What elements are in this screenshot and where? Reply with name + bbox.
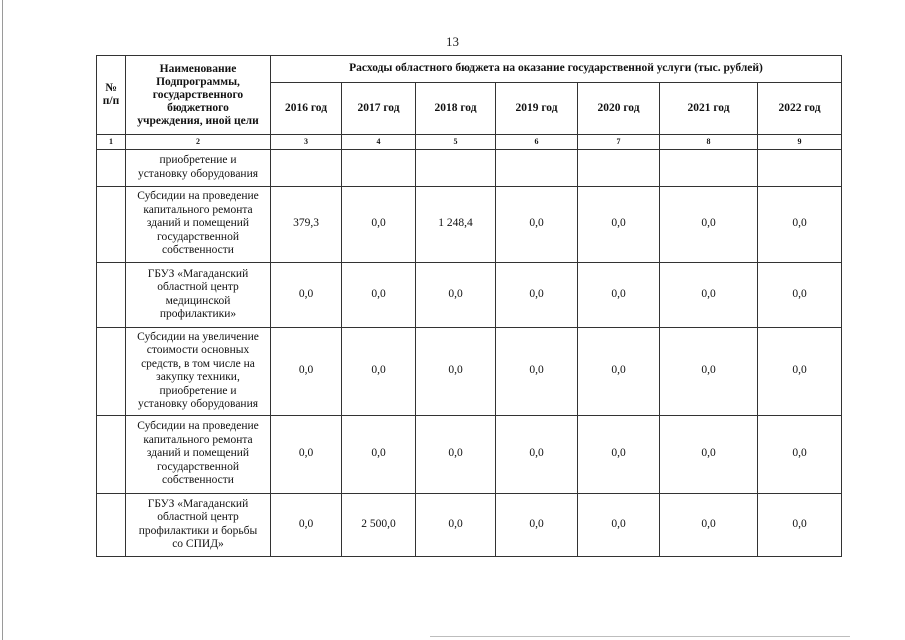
header-year: 2017 год bbox=[342, 83, 416, 135]
page-number: 13 bbox=[446, 34, 459, 49]
value-cell: 1 248,4 bbox=[416, 186, 496, 262]
value-cell: 0,0 bbox=[758, 415, 842, 493]
value-cell bbox=[416, 149, 496, 186]
header-year: 2020 год bbox=[578, 83, 660, 135]
header-name: Наименование Подпрограммы, государственного бюджетного учреждения, иной цели bbox=[126, 56, 271, 135]
value-cell bbox=[758, 149, 842, 186]
value-cell: 0,0 bbox=[578, 262, 660, 327]
value-cell: 0,0 bbox=[342, 327, 416, 415]
value-cell: 0,0 bbox=[578, 493, 660, 556]
value-cell: 0,0 bbox=[342, 186, 416, 262]
value-cell: 0,0 bbox=[496, 415, 578, 493]
value-cell: 0,0 bbox=[416, 415, 496, 493]
value-cell: 0,0 bbox=[342, 262, 416, 327]
column-number: 9 bbox=[758, 135, 842, 150]
value-cell: 0,0 bbox=[496, 262, 578, 327]
row-index bbox=[97, 493, 126, 556]
column-number: 8 bbox=[660, 135, 758, 150]
row-index bbox=[97, 415, 126, 493]
value-cell bbox=[578, 149, 660, 186]
table-row bbox=[97, 327, 842, 415]
value-cell: 0,0 bbox=[660, 415, 758, 493]
value-cell: 0,0 bbox=[660, 186, 758, 262]
value-cell: 0,0 bbox=[416, 327, 496, 415]
table-row bbox=[97, 493, 842, 556]
value-cell bbox=[660, 149, 758, 186]
table-body bbox=[97, 149, 842, 556]
value-cell bbox=[271, 149, 342, 186]
value-cell: 0,0 bbox=[758, 493, 842, 556]
header-year: 2021 год bbox=[660, 83, 758, 135]
value-cell: 0,0 bbox=[271, 493, 342, 556]
scan-edge-line bbox=[2, 0, 3, 640]
value-cell bbox=[342, 149, 416, 186]
value-cell: 0,0 bbox=[578, 415, 660, 493]
table-header bbox=[97, 56, 842, 150]
header-year: 2022 год bbox=[758, 83, 842, 135]
row-index bbox=[97, 149, 126, 186]
value-cell: 0,0 bbox=[271, 415, 342, 493]
value-cell: 0,0 bbox=[758, 262, 842, 327]
value-cell: 0,0 bbox=[660, 493, 758, 556]
value-cell: 0,0 bbox=[496, 186, 578, 262]
value-cell: 0,0 bbox=[758, 327, 842, 415]
row-name: Субсидии на проведение капитального ремонта зданий и помещений государственной собственности bbox=[126, 415, 271, 493]
value-cell: 0,0 bbox=[271, 262, 342, 327]
row-name: приобретение и установку оборудования bbox=[126, 149, 271, 186]
table-row bbox=[97, 262, 842, 327]
value-cell: 0,0 bbox=[342, 415, 416, 493]
column-number: 6 bbox=[496, 135, 578, 150]
value-cell: 379,3 bbox=[271, 186, 342, 262]
header-row-group bbox=[97, 56, 842, 83]
table-row bbox=[97, 186, 842, 262]
table-row bbox=[97, 149, 842, 186]
column-number-row bbox=[97, 135, 842, 150]
value-cell bbox=[496, 149, 578, 186]
header-year: 2019 год bbox=[496, 83, 578, 135]
header-index: № п/п bbox=[97, 56, 126, 135]
value-cell: 0,0 bbox=[578, 186, 660, 262]
row-index bbox=[97, 262, 126, 327]
column-number: 2 bbox=[126, 135, 271, 150]
column-number: 1 bbox=[97, 135, 126, 150]
value-cell: 0,0 bbox=[496, 327, 578, 415]
row-name: ГБУЗ «Магаданский областной центр медицинской профилактики» bbox=[126, 262, 271, 327]
value-cell: 0,0 bbox=[660, 327, 758, 415]
column-number: 7 bbox=[578, 135, 660, 150]
value-cell: 0,0 bbox=[496, 493, 578, 556]
value-cell: 0,0 bbox=[660, 262, 758, 327]
header-year: 2016 год bbox=[271, 83, 342, 135]
value-cell: 0,0 bbox=[578, 327, 660, 415]
row-index bbox=[97, 186, 126, 262]
scan-edge-line-bottom bbox=[430, 636, 850, 637]
header-year: 2018 год bbox=[416, 83, 496, 135]
column-number: 5 bbox=[416, 135, 496, 150]
row-name: ГБУЗ «Магаданский областной центр профилактики и борьбы со СПИД» bbox=[126, 493, 271, 556]
row-name: Субсидии на увеличение стоимости основных средств, в том числе на закупку техники, приобретение и установку оборудования bbox=[126, 327, 271, 415]
budget-table bbox=[96, 55, 842, 557]
row-index bbox=[97, 327, 126, 415]
column-number: 4 bbox=[342, 135, 416, 150]
value-cell: 0,0 bbox=[271, 327, 342, 415]
table-row bbox=[97, 415, 842, 493]
column-number: 3 bbox=[271, 135, 342, 150]
value-cell: 0,0 bbox=[416, 262, 496, 327]
value-cell: 0,0 bbox=[758, 186, 842, 262]
value-cell: 2 500,0 bbox=[342, 493, 416, 556]
header-expenses-group: Расходы областного бюджета на оказание государственной услуги (тыс. рублей) bbox=[271, 56, 842, 83]
row-name: Субсидии на проведение капитального ремонта зданий и помещений государственной собственности bbox=[126, 186, 271, 262]
value-cell: 0,0 bbox=[416, 493, 496, 556]
